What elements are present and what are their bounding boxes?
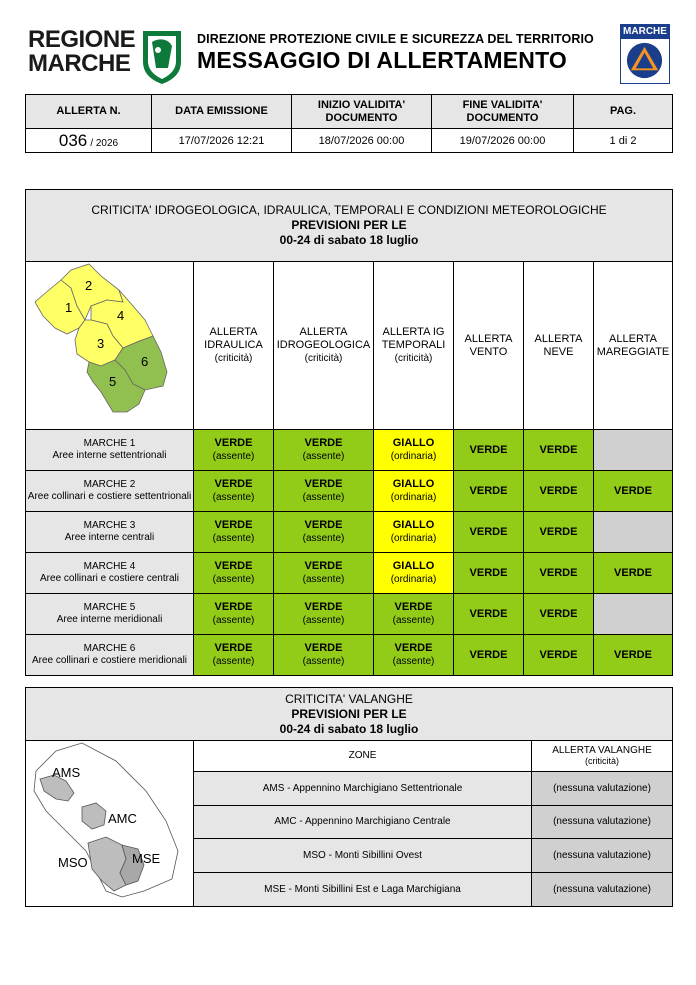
protezione-civile-logo-label: MARCHE bbox=[621, 25, 669, 39]
forecast-title: CRITICITA' IDROGEOLOGICA, IDRAULICA, TEMPORALI E CONDIZIONI METEOROLOGICHE bbox=[91, 203, 607, 217]
alert-criticity: (assente) bbox=[302, 533, 345, 544]
col-vento-l2: VENTO bbox=[469, 345, 508, 358]
alert-criticity: (assente) bbox=[392, 615, 435, 626]
map-label-5: 5 bbox=[108, 374, 116, 389]
alert-cell: VERDE bbox=[524, 471, 594, 512]
alert-cell-empty bbox=[594, 594, 673, 635]
zone-desc: Aree interne settentrionali bbox=[52, 450, 167, 461]
alert-criticity: (assente) bbox=[302, 656, 345, 667]
avalanche-zone: MSE - Monti Sibillini Est e Laga Marchigiana bbox=[194, 873, 532, 907]
col-temporali-l1: ALLERTA IG bbox=[382, 326, 445, 338]
alert-level: VERDE bbox=[214, 601, 253, 613]
zone-cell bbox=[26, 594, 194, 635]
page-number: 1 di 2 bbox=[574, 129, 673, 153]
alert-criticity: (assente) bbox=[302, 492, 345, 503]
zone-map-cell bbox=[26, 262, 194, 430]
alert-criticity: (assente) bbox=[302, 451, 345, 462]
avalanche-alert-sub: (criticità) bbox=[585, 756, 619, 767]
alert-cell: VERDE bbox=[454, 512, 524, 553]
alert-cell bbox=[274, 471, 374, 512]
alert-cell: VERDE bbox=[524, 635, 594, 676]
avalanche-zone: AMC - Appennino Marchigiano Centrale bbox=[194, 805, 532, 839]
col-header-temporali bbox=[374, 262, 454, 430]
forecast-header bbox=[26, 190, 673, 262]
alert-cell bbox=[194, 512, 274, 553]
avalanche-alert-label: ALLERTA VALANGHE bbox=[552, 745, 652, 757]
col-idraulica-l1: ALLERTA bbox=[209, 326, 258, 338]
alert-cell bbox=[374, 594, 454, 635]
alert-number-cell bbox=[26, 129, 152, 153]
alert-criticity: (assente) bbox=[212, 492, 255, 503]
avalanche-zone: MSO - Monti Sibillini Ovest bbox=[194, 839, 532, 873]
alert-level: VERDE bbox=[394, 601, 433, 613]
map-label-6: 6 bbox=[140, 354, 148, 369]
alert-cell bbox=[374, 635, 454, 676]
alert-level: VERDE bbox=[214, 560, 253, 572]
col-vento-l1: ALLERTA bbox=[464, 332, 513, 345]
col-neve-l1: ALLERTA bbox=[534, 332, 583, 345]
avalanche-subtitle: PREVISIONI PER LE bbox=[291, 706, 407, 721]
alert-level: GIALLO bbox=[392, 478, 435, 490]
alert-cell bbox=[374, 553, 454, 594]
avalanche-value: (nessuna valutazione) bbox=[532, 873, 673, 907]
alert-cell: VERDE bbox=[524, 512, 594, 553]
map-label-1: 1 bbox=[64, 300, 72, 315]
alert-cell bbox=[194, 430, 274, 471]
alert-criticity: (assente) bbox=[212, 533, 255, 544]
zone-column-header: ZONE bbox=[194, 741, 532, 772]
col-temporali-l3: (criticità) bbox=[394, 353, 433, 364]
alert-level: GIALLO bbox=[392, 560, 435, 572]
zone-name: MARCHE 5 bbox=[83, 602, 136, 613]
alert-cell bbox=[274, 594, 374, 635]
alert-criticity: (assente) bbox=[302, 574, 345, 585]
alert-level: VERDE bbox=[214, 519, 253, 531]
validity-start: 18/07/2026 00:00 bbox=[292, 129, 432, 153]
regione-marche-logo bbox=[28, 26, 188, 86]
alert-cell bbox=[274, 512, 374, 553]
alert-cell: VERDE bbox=[524, 430, 594, 471]
alert-cell: VERDE bbox=[594, 471, 673, 512]
alert-cell bbox=[374, 512, 454, 553]
civil-protection-emblem-icon bbox=[621, 39, 668, 82]
alert-cell: VERDE bbox=[454, 594, 524, 635]
forecast-subtitle: PREVISIONI PER LE bbox=[291, 218, 407, 232]
alert-level: VERDE bbox=[304, 519, 343, 531]
alert-cell: VERDE bbox=[524, 553, 594, 594]
zone-name: MARCHE 3 bbox=[83, 520, 136, 531]
logo-text-line1: REGIONE bbox=[28, 26, 136, 53]
col-idrogeologica-l1: ALLERTA bbox=[299, 326, 348, 338]
alert-level: GIALLO bbox=[392, 437, 435, 449]
protezione-civile-logo bbox=[620, 24, 670, 84]
col-mareggiate-l1: ALLERTA bbox=[609, 332, 657, 345]
header-alert-number: ALLERTA N. bbox=[26, 95, 152, 129]
col-header-neve bbox=[524, 262, 594, 430]
zone-name: MARCHE 4 bbox=[83, 561, 136, 572]
table-row bbox=[26, 635, 673, 676]
avalanche-alert-header bbox=[532, 741, 673, 772]
alert-level: VERDE bbox=[214, 437, 253, 449]
col-neve-l2: NEVE bbox=[543, 345, 574, 358]
col-header-idrogeologica bbox=[274, 262, 374, 430]
zone-desc: Aree collinari e costiere settentrionali bbox=[27, 491, 192, 502]
map-label-4: 4 bbox=[116, 308, 124, 323]
alert-criticity: (ordinaria) bbox=[390, 451, 437, 462]
regione-emblem-icon bbox=[138, 28, 186, 84]
avalanche-value: (nessuna valutazione) bbox=[532, 805, 673, 839]
zone-cell bbox=[26, 512, 194, 553]
alert-cell bbox=[374, 430, 454, 471]
col-idraulica-l3: (criticità) bbox=[214, 353, 253, 364]
header-emission-date: DATA EMISSIONE bbox=[152, 95, 292, 129]
alert-criticity: (ordinaria) bbox=[390, 492, 437, 503]
alert-criticity: (assente) bbox=[212, 656, 255, 667]
alert-criticity: (assente) bbox=[212, 574, 255, 585]
table-row bbox=[26, 430, 673, 471]
avalanche-zone: AMS - Appennino Marchigiano Settentrionale bbox=[194, 771, 532, 805]
header-subtitle: DIREZIONE PROTEZIONE CIVILE E SICUREZZA DEL TERRITORIO bbox=[197, 32, 594, 46]
map-label-amc: AMC bbox=[108, 811, 137, 826]
alert-cell-empty bbox=[594, 430, 673, 471]
zone-cell bbox=[26, 553, 194, 594]
alert-criticity: (ordinaria) bbox=[390, 574, 437, 585]
col-header-vento bbox=[454, 262, 524, 430]
avalanche-value: (nessuna valutazione) bbox=[532, 839, 673, 873]
logo-text-line2: MARCHE bbox=[28, 50, 131, 77]
alert-cell bbox=[194, 635, 274, 676]
alert-criticity: (assente) bbox=[302, 615, 345, 626]
zone-name: MARCHE 6 bbox=[83, 643, 136, 654]
alert-criticity: (assente) bbox=[392, 656, 435, 667]
avalanche-title: CRITICITA' VALANGHE bbox=[285, 691, 413, 706]
marche-zones-map bbox=[27, 262, 193, 424]
header-page: PAG. bbox=[574, 95, 673, 129]
col-header-mareggiate bbox=[594, 262, 673, 430]
alert-cell bbox=[194, 471, 274, 512]
alert-level: VERDE bbox=[214, 478, 253, 490]
alert-cell-empty bbox=[594, 512, 673, 553]
avalanche-table bbox=[25, 687, 673, 907]
avalanche-zones-map bbox=[26, 741, 192, 901]
zone-name: MARCHE 2 bbox=[83, 479, 136, 490]
avalanche-header bbox=[26, 688, 673, 741]
table-row bbox=[26, 512, 673, 553]
alert-cell bbox=[274, 635, 374, 676]
col-temporali-l2: TEMPORALI bbox=[381, 339, 446, 351]
alert-cell bbox=[274, 430, 374, 471]
alert-level: GIALLO bbox=[392, 519, 435, 531]
col-idrogeologica-l3: (criticità) bbox=[304, 353, 343, 364]
avalanche-map-cell bbox=[26, 741, 194, 907]
zone-desc: Aree interne meridionali bbox=[56, 614, 163, 625]
alert-cell: VERDE bbox=[454, 553, 524, 594]
avalanche-value: (nessuna valutazione) bbox=[532, 771, 673, 805]
alert-cell: VERDE bbox=[454, 471, 524, 512]
alert-cell: VERDE bbox=[454, 635, 524, 676]
alert-number: 036 bbox=[58, 130, 88, 150]
col-mareggiate-l2: MAREGGIATE bbox=[596, 345, 670, 358]
forecast-table bbox=[25, 189, 673, 676]
alert-level: VERDE bbox=[394, 642, 433, 654]
alert-criticity: (assente) bbox=[212, 451, 255, 462]
alert-cell: VERDE bbox=[524, 594, 594, 635]
zone-desc: Aree collinari e costiere meridionali bbox=[31, 655, 188, 666]
map-label-2: 2 bbox=[84, 278, 92, 293]
zone-cell bbox=[26, 430, 194, 471]
alert-criticity: (assente) bbox=[212, 615, 255, 626]
zone-desc: Aree interne centrali bbox=[64, 532, 155, 543]
alert-level: VERDE bbox=[304, 601, 343, 613]
col-idrogeologica-l2: IDROGEOLOGICA bbox=[276, 339, 371, 351]
alert-year: / 2026 bbox=[90, 137, 119, 149]
alert-level: VERDE bbox=[304, 560, 343, 572]
alert-cell bbox=[194, 594, 274, 635]
alert-level: VERDE bbox=[304, 437, 343, 449]
alert-cell: VERDE bbox=[594, 553, 673, 594]
alert-cell bbox=[274, 553, 374, 594]
table-row bbox=[26, 471, 673, 512]
table-row bbox=[26, 553, 673, 594]
map-label-mse: MSE bbox=[132, 851, 161, 866]
avalanche-period: 00-24 di sabato 18 luglio bbox=[279, 721, 419, 736]
alert-cell bbox=[194, 553, 274, 594]
header-title: MESSAGGIO DI ALLERTAMENTO bbox=[197, 47, 568, 73]
validity-end: 19/07/2026 00:00 bbox=[432, 129, 574, 153]
alert-cell: VERDE bbox=[594, 635, 673, 676]
header-validity-end: FINE VALIDITA' DOCUMENTO bbox=[432, 95, 574, 129]
alert-cell bbox=[374, 471, 454, 512]
zone-cell bbox=[26, 635, 194, 676]
alert-info-table bbox=[25, 94, 673, 153]
mso-zone-shape bbox=[88, 837, 126, 891]
alert-level: VERDE bbox=[214, 642, 253, 654]
forecast-period: 00-24 di sabato 18 luglio bbox=[279, 233, 419, 247]
emission-date: 17/07/2026 12:21 bbox=[152, 129, 292, 153]
zone-name: MARCHE 1 bbox=[83, 438, 136, 449]
alert-level: VERDE bbox=[304, 478, 343, 490]
alert-level: VERDE bbox=[304, 642, 343, 654]
map-label-ams: AMS bbox=[52, 765, 81, 780]
alert-cell: VERDE bbox=[454, 430, 524, 471]
alert-criticity: (ordinaria) bbox=[390, 533, 437, 544]
col-idraulica-l2: IDRAULICA bbox=[204, 339, 263, 351]
map-label-mso: MSO bbox=[58, 855, 88, 870]
zone-cell bbox=[26, 471, 194, 512]
zone-desc: Aree collinari e costiere centrali bbox=[40, 573, 179, 584]
col-header-idraulica bbox=[194, 262, 274, 430]
table-row bbox=[26, 594, 673, 635]
header-validity-start: INIZIO VALIDITA' DOCUMENTO bbox=[292, 95, 432, 129]
map-label-3: 3 bbox=[96, 336, 104, 351]
